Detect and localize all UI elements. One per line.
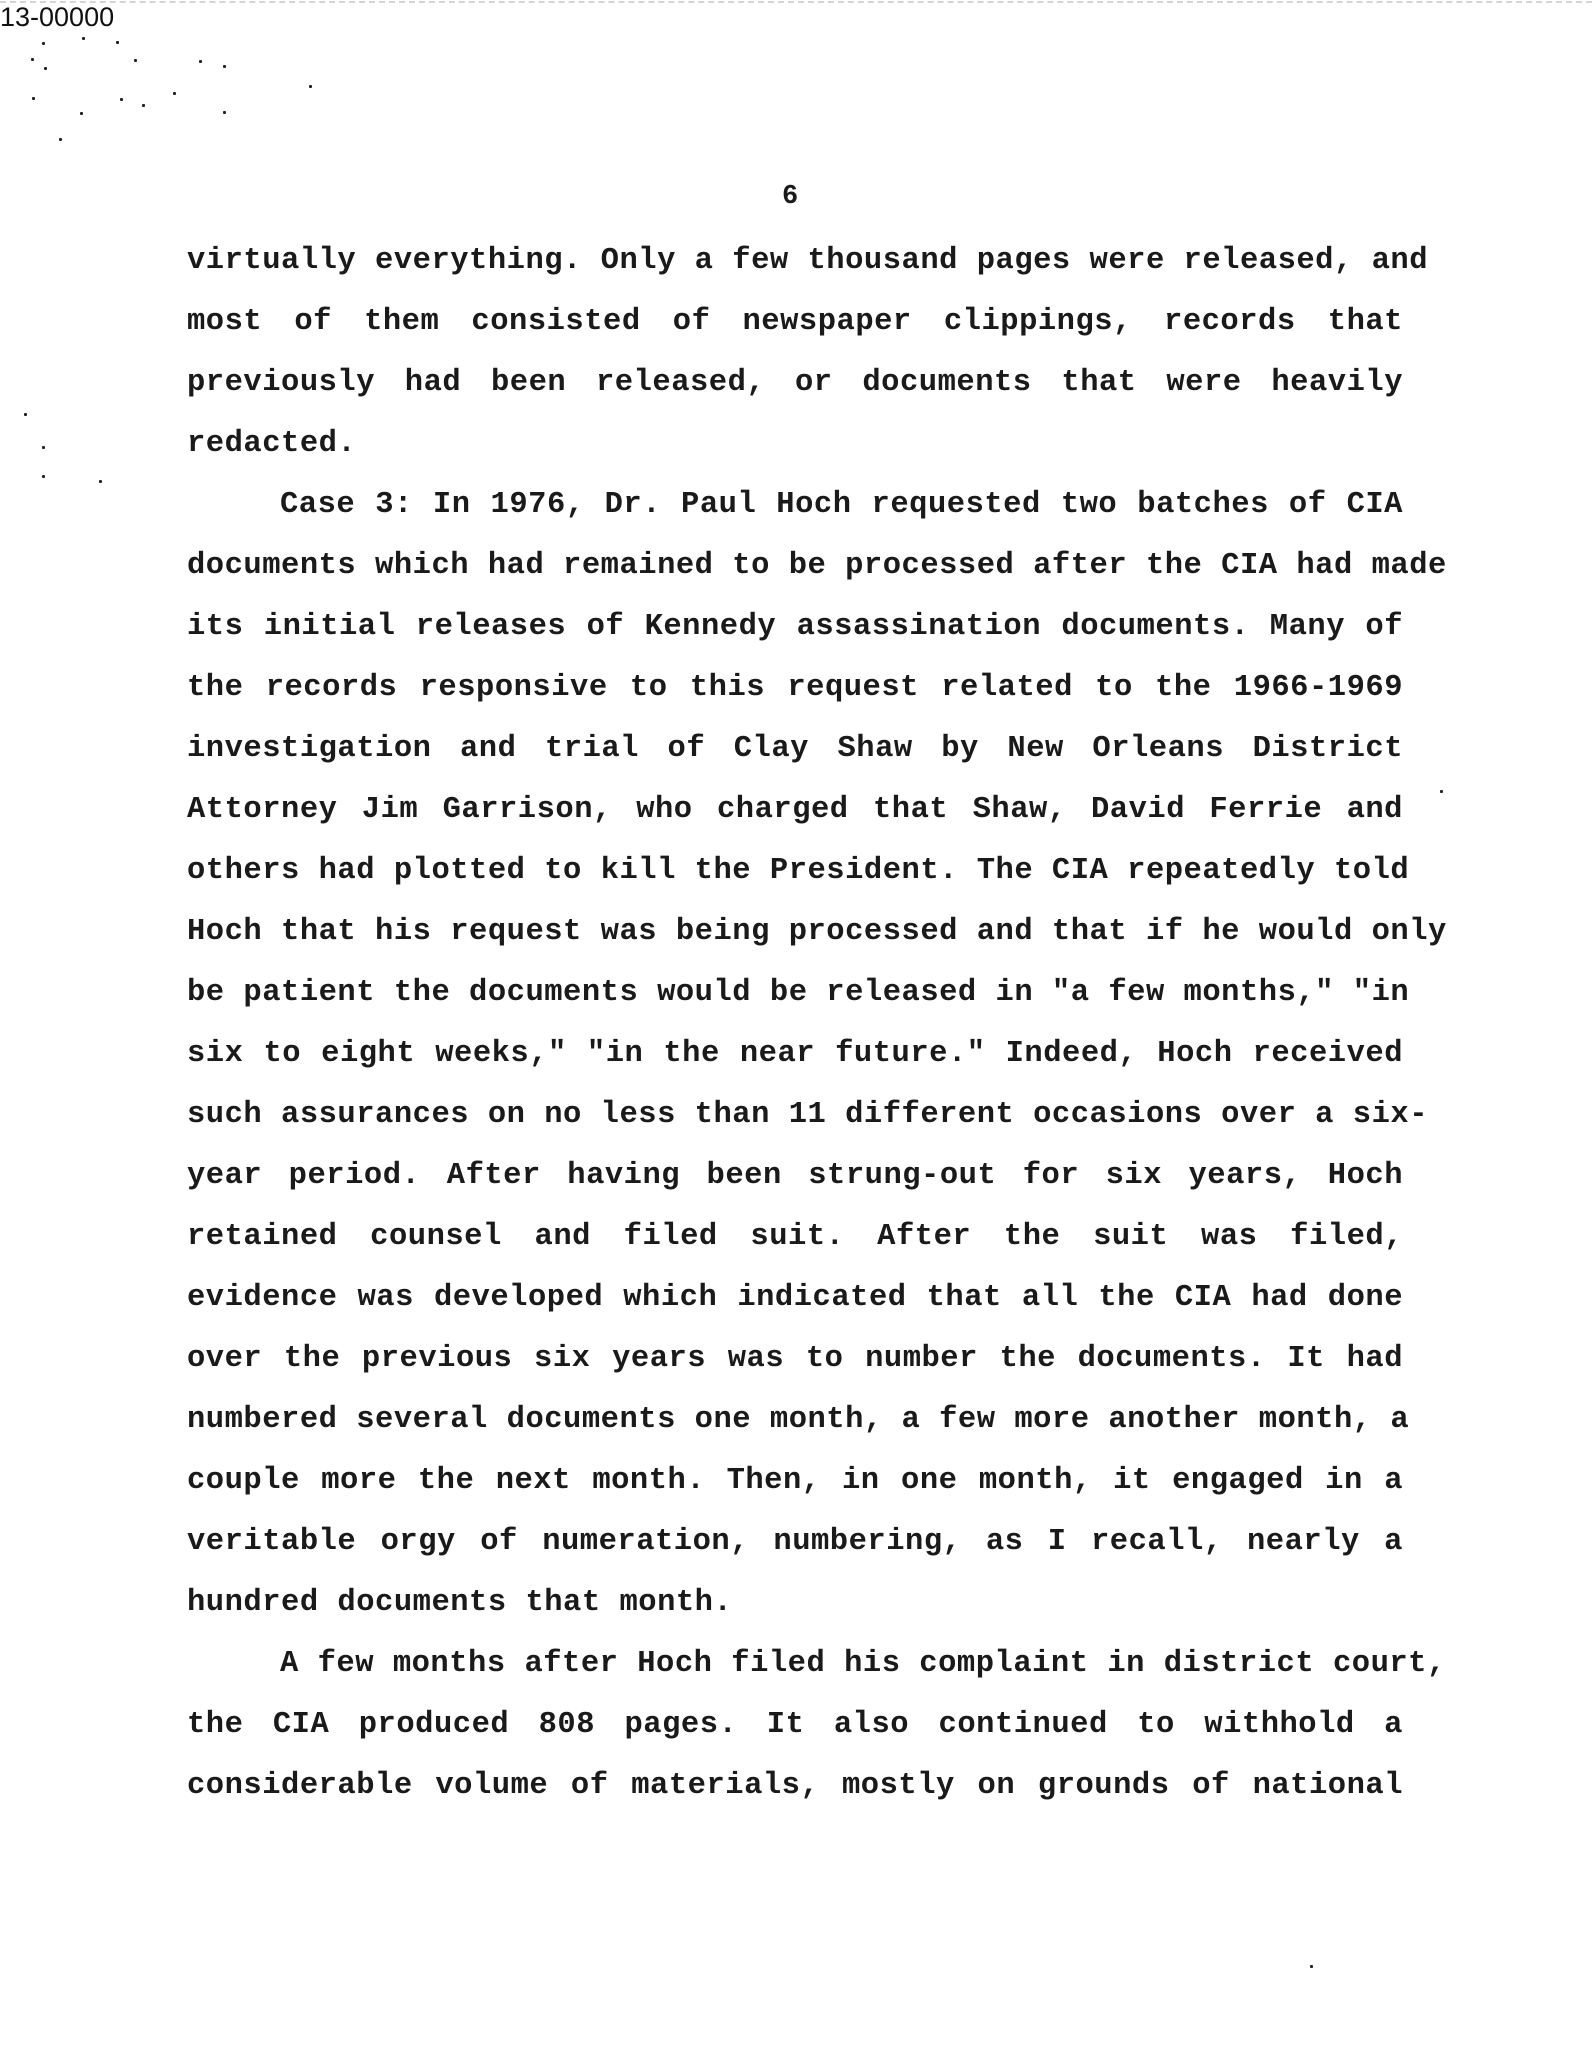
text-line: the CIA produced 808 pages. It also continued to withhold a	[187, 1708, 1403, 1742]
text-line: Hoch that his request was being processed and that if he would only	[187, 915, 1447, 949]
text-line: the records responsive to this request related to the 1966-1969	[187, 671, 1403, 705]
paragraph-continuation	[187, 241, 1428, 485]
text-line: be patient the documents would be released in "a few months," "in	[187, 976, 1410, 1010]
scan-speck	[24, 413, 27, 416]
scan-speck	[223, 111, 226, 114]
scan-speck	[44, 67, 47, 70]
text-line: redacted.	[187, 427, 357, 461]
scan-speck	[42, 446, 45, 449]
scan-speck	[82, 37, 85, 40]
text-line: investigation and trial of Clay Shaw by New Orleans District	[187, 732, 1403, 766]
scan-speck	[42, 475, 45, 478]
text-line: previously had been released, or documents that were heavily	[187, 366, 1403, 400]
scan-top-border	[0, 1, 1592, 3]
text-line: year period. After having been strung-out for six years, Hoch	[187, 1159, 1403, 1193]
text-line: its initial releases of Kennedy assassination documents. Many of	[187, 610, 1403, 644]
scan-speck	[1440, 790, 1443, 793]
scan-speck	[1310, 1965, 1313, 1968]
text-line: documents which had remained to be processed after the CIA had made	[187, 549, 1447, 583]
text-line: others had plotted to kill the President. The CIA repeatedly told	[187, 854, 1410, 888]
text-line: virtually everything. Only a few thousand pages were released, and	[187, 244, 1428, 278]
text-line: A few months after Hoch filed his complaint in district court,	[280, 1647, 1446, 1681]
scan-speck	[199, 60, 202, 63]
text-line: veritable orgy of numeration, numbering, as I recall, nearly a	[187, 1525, 1403, 1559]
scan-speck	[59, 138, 62, 141]
paragraph-case-3	[187, 485, 1447, 1644]
text-line: six to eight weeks," "in the near future." Indeed, Hoch received	[187, 1037, 1403, 1071]
scan-speck	[142, 104, 145, 107]
scan-speck	[31, 58, 34, 61]
text-line: such assurances on no less than 11 different occasions over a six-	[187, 1098, 1428, 1132]
text-line: most of them consisted of newspaper clippings, records that	[187, 305, 1403, 339]
text-line: couple more the next month. Then, in one month, it engaged in a	[187, 1464, 1403, 1498]
text-line: numbered several documents one month, a few more another month, a	[187, 1403, 1410, 1437]
scan-speck	[134, 59, 137, 62]
scan-speck	[42, 42, 45, 45]
paragraph-after-complaint	[187, 1644, 1446, 1827]
scan-speck	[173, 92, 176, 95]
text-line: considerable volume of materials, mostly on grounds of national	[187, 1769, 1403, 1803]
scan-speck	[120, 98, 123, 101]
text-line: over the previous six years was to number the documents. It had	[187, 1342, 1403, 1376]
page-number: 6	[782, 182, 799, 212]
text-line: hundred documents that month.	[187, 1586, 733, 1620]
scan-speck	[309, 85, 312, 88]
document-body	[187, 241, 1447, 1827]
text-line: evidence was developed which indicated that all the CIA had done	[187, 1281, 1403, 1315]
text-line: retained counsel and filed suit. After the suit was filed,	[187, 1220, 1403, 1254]
scan-speck	[80, 112, 83, 115]
scan-speck	[99, 480, 102, 483]
scan-speck	[32, 97, 35, 100]
text-line: Case 3: In 1976, Dr. Paul Hoch requested two batches of CIA	[280, 488, 1403, 522]
scan-speck	[223, 65, 226, 68]
scan-speck	[116, 41, 119, 44]
text-line: Attorney Jim Garrison, who charged that Shaw, David Ferrie and	[187, 793, 1403, 827]
document-id: 13-00000	[0, 2, 115, 32]
